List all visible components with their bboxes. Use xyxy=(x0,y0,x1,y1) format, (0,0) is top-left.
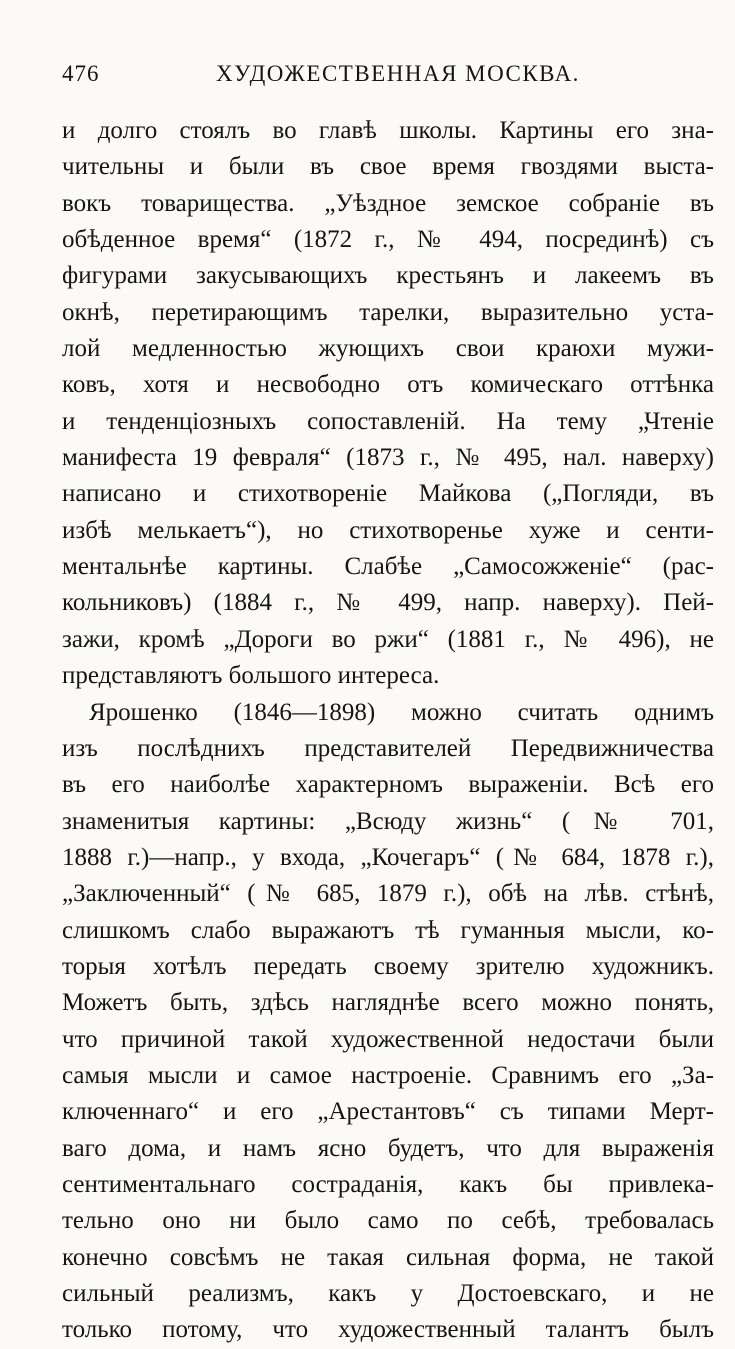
body-text xyxy=(62,113,714,1349)
running-title: ХУДОЖЕСТВЕННАЯ МОСКВА. xyxy=(216,61,580,86)
text-line: окнѣ, перетирающимъ тарелки, выразительно уста- xyxy=(62,298,714,326)
text-line: Ярошенко (1846—1898) можно считать однимъ xyxy=(89,698,714,726)
text-line: конечно совсѣмъ не такая сильная форма, не такой xyxy=(62,1243,714,1271)
text-line: кольниковъ) (1884 г., № 499, напр. наверху). Пей- xyxy=(62,589,714,617)
text-line: 1888 г.)—напр., у входа, „Кочегаръ“ (№ 684, 1878 г.), xyxy=(62,843,714,871)
text-line: фигурами закусывающихъ крестьянъ и лакеемъ въ xyxy=(62,262,714,290)
text-line: слишкомъ слабо выражаютъ тѣ гуманныя мысли, ко- xyxy=(62,916,714,944)
text-line: лой медленностью жующихъ свои краюхи мужи- xyxy=(62,335,714,363)
text-line: избѣ мелькаетъ“), но стихотворенье хуже и сенти- xyxy=(62,516,714,544)
text-line: торыя хотѣлъ передать своему зрителю художникъ. xyxy=(62,952,714,980)
text-line: ключеннаго“ и его „Арестантовъ“ съ типами Мерт- xyxy=(62,1098,714,1126)
text-line: чительны и были въ свое время гвоздями выста- xyxy=(62,153,714,181)
text-line: ковъ, хотя и несвободно отъ комическаго оттѣнка xyxy=(62,371,714,399)
text-line: самыя мысли и самое настроеніе. Сравнимъ его „За- xyxy=(62,1061,714,1089)
text-line: только потому, что художественный талантъ былъ xyxy=(62,1316,714,1344)
text-line: обѣденное время“ (1872 г., № 494, посрединѣ) съ xyxy=(62,226,714,254)
text-line: что причиной такой художественной недостачи были xyxy=(62,1025,714,1053)
text-line: и тенденціозныхъ сопоставленій. На тему „Чтеніе xyxy=(62,407,714,435)
text-line: сильный реализмъ, какъ у Достоевскаго, и не xyxy=(62,1280,714,1307)
page-number: 476 xyxy=(62,61,100,86)
text-line: Можетъ быть, здѣсь нагляднѣе всего можно понять, xyxy=(62,989,714,1017)
text-line: и долго стоялъ во главѣ школы. Картины его зна- xyxy=(62,117,714,144)
text-line: вокъ товарищества. „Уѣздное земское собраніе въ xyxy=(62,189,714,217)
text-line: написано и стихотвореніе Майкова („Погляди, въ xyxy=(62,480,714,508)
text-line: представляютъ большого интереса. xyxy=(62,662,440,690)
page-header xyxy=(62,61,712,101)
text-line: знаменитыя картины: „Всюду жизнь“ (№ 701, xyxy=(62,807,714,835)
text-line: тельно оно ни было само по себѣ, требовалась xyxy=(62,1207,714,1235)
text-line: въ его наиболѣе характерномъ выраженіи. Всѣ его xyxy=(62,771,714,799)
text-line: изъ послѣднихъ представителей Передвижничества xyxy=(62,734,714,762)
text-line: „Заключенный“ (№ 685, 1879 г.), обѣ на лѣв. стѣнѣ, xyxy=(62,880,714,908)
text-line: зажи, кромѣ „Дороги во ржи“ (1881 г., № 496), не xyxy=(62,625,714,653)
text-line: манифеста 19 февраля“ (1873 г., № 495, нал. наверху) xyxy=(62,444,714,472)
text-line: ментальнѣе картины. Слабѣе „Самосожженіе“ (рас- xyxy=(62,553,714,581)
text-line: сентиментальнаго состраданія, какъ бы привлека- xyxy=(62,1170,714,1198)
text-line: ваго дома, и намъ ясно будетъ, что для выраженія xyxy=(62,1134,714,1162)
